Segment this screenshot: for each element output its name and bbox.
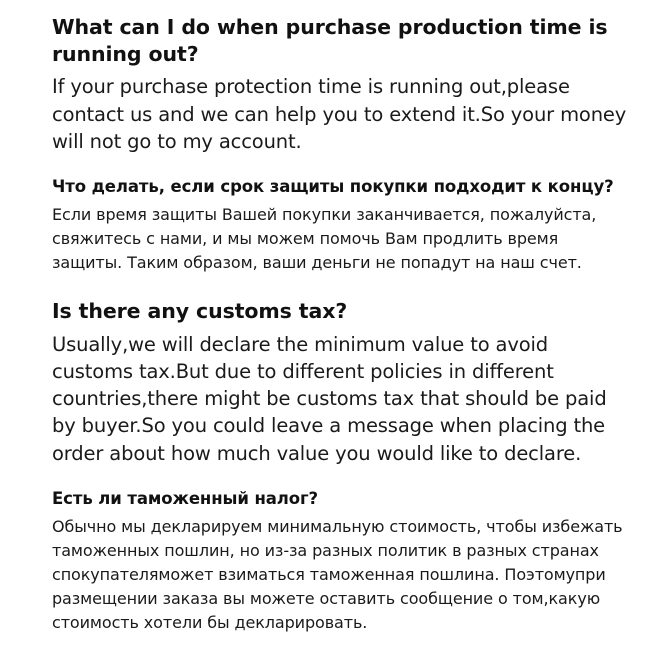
question-heading-en: Is there any customs tax? (52, 298, 348, 323)
faq-section-production-time (52, 14, 630, 275)
question-heading-ru: Что делать, если срок защиты покупки подходит к концу? (52, 177, 614, 197)
answer-text-ru: Обычно мы декларируем минимальную стоимость, чтобы избежать таможенных пошлин, но из-за разных политик в разных странах спокупателяможет взиматься таможенная пошлина. Поэтомупри размещении заказа вы можете оставить сообщение о том,какую стоимость хотели бы декларировать. (52, 516, 623, 632)
question-heading-en: What can I do when purchase production time is running out? (52, 15, 608, 66)
answer-text-en: Usually,we will declare the minimum value to avoid customs tax.But due to different policies in different countries,there might be customs tax that should be paid by buyer.So you could leave a message when placing the order about how much value you would like to declare. (52, 332, 607, 465)
question-heading-ru: Есть ли таможенный налог? (52, 489, 318, 509)
answer-text-ru: Если время защиты Вашей покупки заканчивается, пожалуйста, свяжитесь с нами, и мы можем помочь Вам продлить время защиты. Таким образом, ваши деньги не попадут на наш счет. (52, 204, 597, 272)
faq-section-customs-tax (52, 298, 630, 635)
answer-text-en: If your purchase protection time is running out,please contact us and we can help you to extend it.So your money will not go to my account. (52, 75, 627, 153)
